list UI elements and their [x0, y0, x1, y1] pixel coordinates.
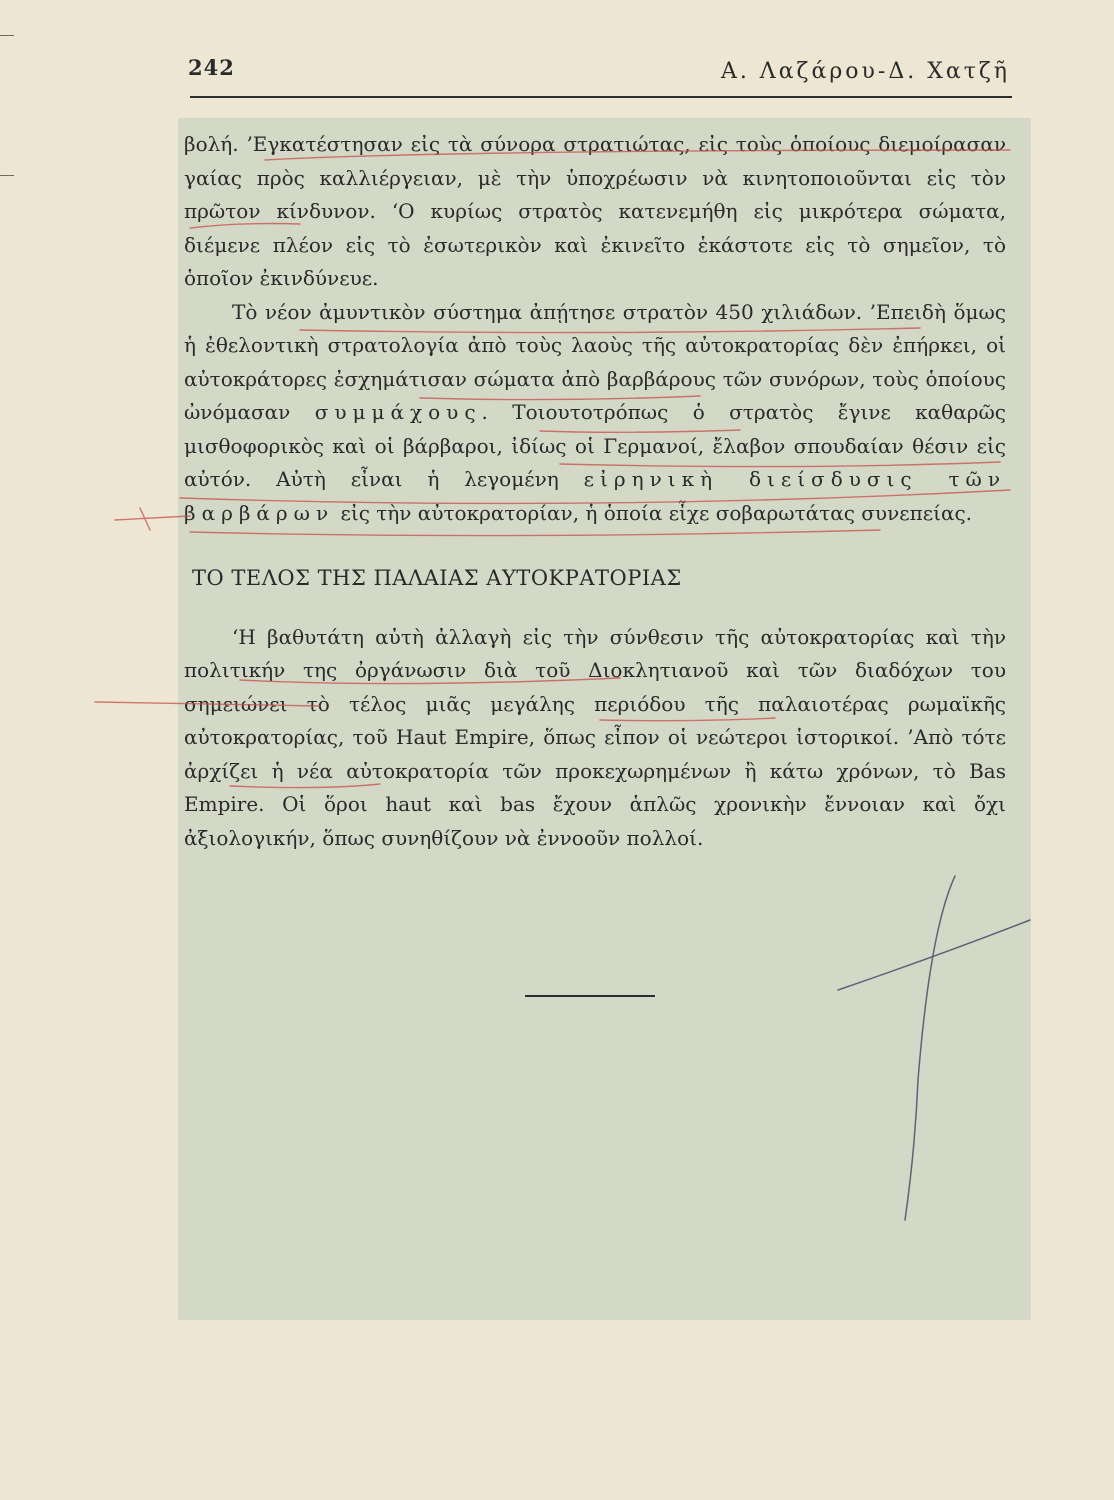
red-underline — [190, 530, 880, 536]
text-run: . Τοιουτοτρόπως ὁ στρατὸς ἔγινε καθαρῶς μισθοφορικὸς καὶ οἱ βάρβαροι, ἰδίως οἱ Γερμανοί, ἔλαβον σπουδαίαν θέσιν εἰς αὐτόν. Αὐτὴ εἶναι ἡ λεγομένη — [184, 400, 1006, 491]
red-underline — [240, 678, 620, 684]
red-underline — [420, 396, 700, 400]
red-margin-mark — [115, 516, 190, 520]
text-run: εἰς τὴν αὐτοκρατορίαν, ἡ ὁποία εἶχε σοβαρωτάτας συνεπείας. — [340, 500, 973, 525]
spaced-emphasis: εἰρηνικὴ διείσδυσις τῶν βαρβάρων — [184, 467, 1007, 525]
text-run: Τὸ νέον ἀμυντικὸν σύστημα ἀπῄτησε στρατὸν 450 χιλιάδων. ’Επειδὴ ὅμως ἡ ἐθελοντικὴ στρατολογία ἀπὸ τοὺς λαοὺς τῆς αὐτοκρατορίας δὲν ἐπήρκει, οἱ αὐτοκράτορες ἐσχημάτισαν σώματα ἀπὸ βαρβάρους τῶν συνόρων, τοὺς ὁποίους ὠνόμασαν — [184, 299, 1006, 424]
paragraph: βολή. ’Εγκατέστησαν εἰς τὰ σύνορα στρατιώτας, εἰς τοὺς ὁποίους διεμοίρασαν γαίας πρὸς καλλιέργειαν, μὲ τὴν ὑποχρέωσιν νὰ κινητοποιοῦνται εἰς τὸν πρῶτον κίνδυνον. ‘Ο κυρίως στρατὸς κατενεμήθη εἰς μικρότερα σώματα, διέμενε πλέον εἰς τὸ ἐσωτερικὸν καὶ ἐκινεῖτο ἑκάστοτε εἰς τὸ σημεῖον, τὸ ὁποῖον ἐκινδύνευε. — [184, 132, 1006, 290]
red-underline — [190, 224, 300, 229]
red-underline — [180, 490, 1010, 503]
spaced-emphasis: συμμάχους — [314, 400, 482, 424]
running-head: Α. Λαζάρου-Δ. Χατζῆ — [720, 59, 1010, 84]
blue-pencil-stroke — [905, 876, 955, 1220]
red-underline — [600, 718, 775, 721]
blue-pencil-stroke — [838, 920, 1030, 990]
red-underline — [560, 462, 1000, 467]
page-number: 242 — [188, 55, 235, 80]
red-underline — [300, 328, 920, 333]
red-underline — [230, 784, 380, 788]
section-heading: ΤΟ ΤΕΛΟΣ ΤΗΣ ΠΑΛΑΙΑΣ ΑΥΤΟΚΡΑΤΟΡΙΑΣ — [192, 566, 682, 590]
red-underline — [265, 150, 1010, 160]
paragraph: ‘Η βαθυτάτη αὐτὴ ἀλλαγὴ εἰς τὴν σύνθεσιν τῆς αὐτοκρατορίας καὶ τὴν πολιτικήν της ὀργάνωσιν διὰ τοῦ Διοκλητιανοῦ καὶ τῶν διαδόχων του σημειώνει τὸ τέλος μιᾶς μεγάλης περιόδου τῆς παλαιοτέρας ρωμαϊκῆς αὐτοκρατορίας, τοῦ Haut Empire, ὅπως εἶπον οἱ νεώτεροι ἱστορικοί. ’Απὸ τότε ἀρχίζει ἡ νέα αὐτοκρατορία τῶν προκεχωρημένων ἢ κάτω χρόνων, τὸ Bas Empire. Οἱ ὅροι haut καὶ bas ἔχουν ἁπλῶς χρονικὴν ἔννοιαν καὶ ὄχι ἀξιολογικήν, ὅπως συνηθίζουν νὰ ἐννοοῦν πολλοί. — [184, 624, 1006, 850]
red-margin-mark — [95, 702, 320, 706]
red-underline — [540, 430, 740, 432]
